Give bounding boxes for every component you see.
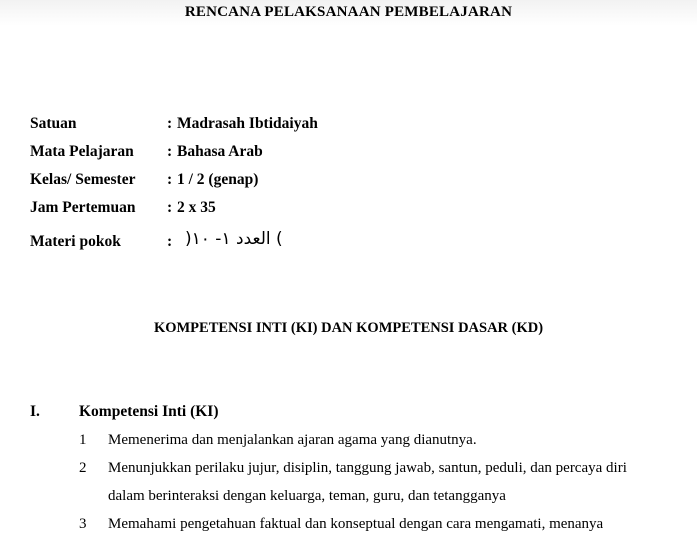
identity-label: Satuan	[30, 115, 77, 132]
identity-colon: :	[167, 171, 173, 188]
ki-item-text: Memenerima dan menjalankan ajaran agama yang dianutnya.	[108, 432, 477, 448]
identity-label: Jam Pertemuan	[30, 199, 136, 216]
identity-colon: :	[167, 233, 173, 250]
ki-heading: Kompetensi Inti (KI)	[79, 403, 219, 420]
section-title: KOMPETENSI INTI (KI) DAN KOMPETENSI DASAR (KD)	[153, 320, 544, 336]
identity-value: 1 / 2 (genap)	[177, 171, 259, 188]
ki-item-text: Memahami pengetahuan faktual dan konseptual dengan cara mengamati, menanya	[108, 516, 604, 532]
identity-value: Madrasah Ibtidaiyah	[177, 115, 318, 132]
ki-item-number: 3	[79, 516, 87, 532]
section-number: I.	[30, 403, 40, 420]
arabic-topic-value: ) العدد ١- ١٠(	[185, 229, 283, 249]
identity-label: Mata Pelajaran	[30, 143, 134, 160]
ki-item-number: 2	[79, 460, 87, 476]
identity-colon: :	[167, 199, 173, 216]
identity-label: Materi pokok	[30, 233, 121, 250]
ki-item-text-continued: dalam berinteraksi dengan keluarga, teman, guru, dan tetangganya	[108, 488, 506, 504]
identity-value: 2 x 35	[177, 199, 216, 216]
ki-item-number: 1	[79, 432, 87, 448]
ki-item-text: Menunjukkan perilaku jujur, disiplin, tanggung jawab, santun, peduli, dan percaya diri	[108, 460, 627, 476]
identity-value: Bahasa Arab	[177, 143, 263, 160]
document-title: RENCANA PELAKSANAAN PEMBELAJARAN	[184, 4, 513, 20]
identity-colon: :	[167, 143, 173, 160]
identity-label: Kelas/ Semester	[30, 171, 136, 188]
identity-colon: :	[167, 115, 173, 132]
